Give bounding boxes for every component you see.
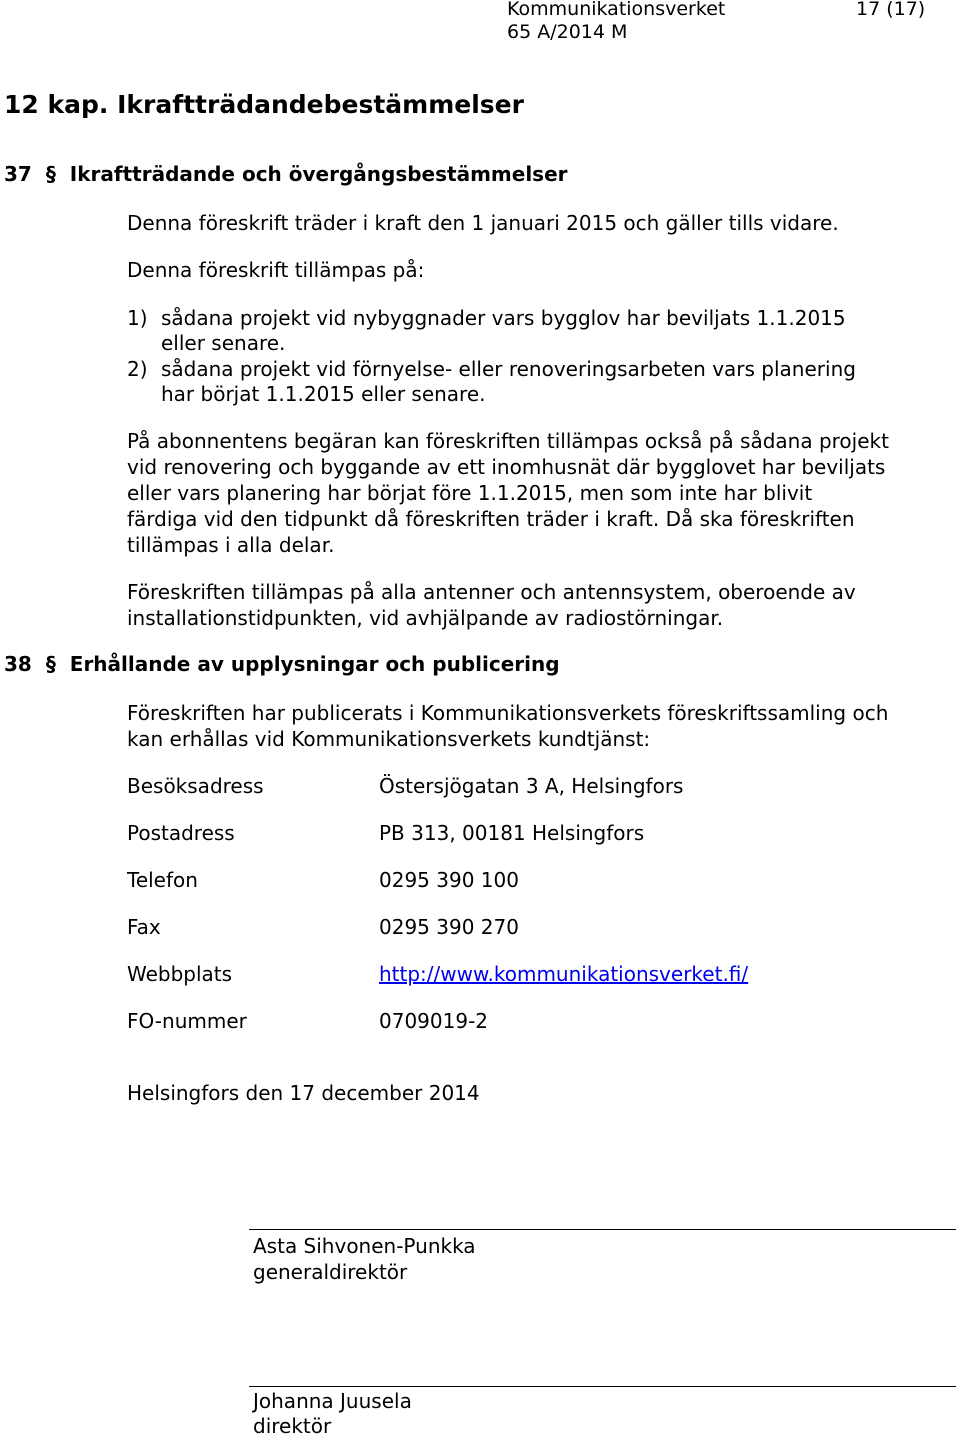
section-38-paragraph-line-2: kan erhållas vid Kommunikationsverkets kundtjänst: xyxy=(127,727,651,751)
header-doc-number: 65 A/2014 M xyxy=(507,21,628,43)
list-item-1-line-2: eller senare. xyxy=(161,331,286,355)
section-38-number: 38 xyxy=(4,652,32,676)
phone-value: 0295 390 100 xyxy=(379,868,519,892)
visit-address-value: Östersjögatan 3 A, Helsingfors xyxy=(379,774,684,798)
section-sign: § xyxy=(45,162,56,186)
chapter-heading: 12 kap. Ikraftträdandebestämmelser xyxy=(4,90,524,119)
list-item-1-line-1: sådana projekt vid nybyggnader vars bygglov har beviljats 1.1.2015 xyxy=(161,306,846,330)
section-37-heading xyxy=(4,162,568,186)
section-37-number: 37 xyxy=(4,162,32,186)
section-37-paragraph-3-line-4: färdiga vid den tidpunkt då föreskriften träder i kraft. Då ska föreskriften xyxy=(127,507,855,531)
section-37-title: Ikraftträdande och övergångsbestämmelser xyxy=(69,162,568,186)
signature-line xyxy=(249,1229,956,1230)
signatory-1-name: Asta Sihvonen-Punkka xyxy=(253,1234,476,1258)
list-item-2-marker: 2) xyxy=(127,357,148,381)
section-37-paragraph-1: Denna föreskrift träder i kraft den 1 januari 2015 och gäller tills vidare. xyxy=(127,211,839,235)
business-id-label: FO-nummer xyxy=(127,1009,247,1033)
section-37-paragraph-2: Denna föreskrift tillämpas på: xyxy=(127,258,425,282)
website-link[interactable]: http://www.kommunikationsverket.fi/ xyxy=(379,962,749,986)
section-37-paragraph-3-line-3: eller vars planering har börjat före 1.1.2015, men som inte har blivit xyxy=(127,481,813,505)
fax-label: Fax xyxy=(127,915,161,939)
signatory-2-name: Johanna Juusela xyxy=(253,1389,412,1413)
section-38-paragraph-line-1: Föreskriften har publicerats i Kommunikationsverkets föreskriftssamling och xyxy=(127,701,889,725)
list-item-1-marker: 1) xyxy=(127,306,148,330)
section-37-paragraph-3-line-5: tillämpas i alla delar. xyxy=(127,533,335,557)
postal-address-value: PB 313, 00181 Helsingfors xyxy=(379,821,645,845)
visit-address-label: Besöksadress xyxy=(127,774,264,798)
section-37-paragraph-3-line-1: På abonnentens begäran kan föreskriften tillämpas också på sådana projekt xyxy=(127,429,889,453)
postal-address-label: Postadress xyxy=(127,821,235,845)
section-37-paragraph-3-line-2: vid renovering och byggande av ett inomhusnät där bygglovet har beviljats xyxy=(127,455,886,479)
header-org: Kommunikationsverket xyxy=(507,0,726,20)
phone-label: Telefon xyxy=(127,868,198,892)
business-id-value: 0709019-2 xyxy=(379,1009,489,1033)
header-page-number: 17 (17) xyxy=(856,0,926,20)
signature-line xyxy=(249,1386,956,1387)
list-item-2-line-1: sådana projekt vid förnyelse- eller renoveringsarbeten vars planering xyxy=(161,357,856,381)
section-38-title: Erhållande av upplysningar och publicering xyxy=(69,652,560,676)
signatory-1-title: generaldirektör xyxy=(253,1260,408,1284)
section-37-paragraph-4-line-1: Föreskriften tillämpas på alla antenner och antennsystem, oberoende av xyxy=(127,580,856,604)
section-38-heading xyxy=(4,652,560,676)
fax-value: 0295 390 270 xyxy=(379,915,519,939)
list-item-2-line-2: har börjat 1.1.2015 eller senare. xyxy=(161,382,486,406)
section-37-paragraph-4-line-2: installationstidpunkten, vid avhjälpande av radiostörningar. xyxy=(127,606,724,630)
signatory-2-title: direktör xyxy=(253,1414,332,1438)
website-label: Webbplats xyxy=(127,962,233,986)
section-sign: § xyxy=(45,652,56,676)
place-and-date: Helsingfors den 17 december 2014 xyxy=(127,1081,480,1105)
